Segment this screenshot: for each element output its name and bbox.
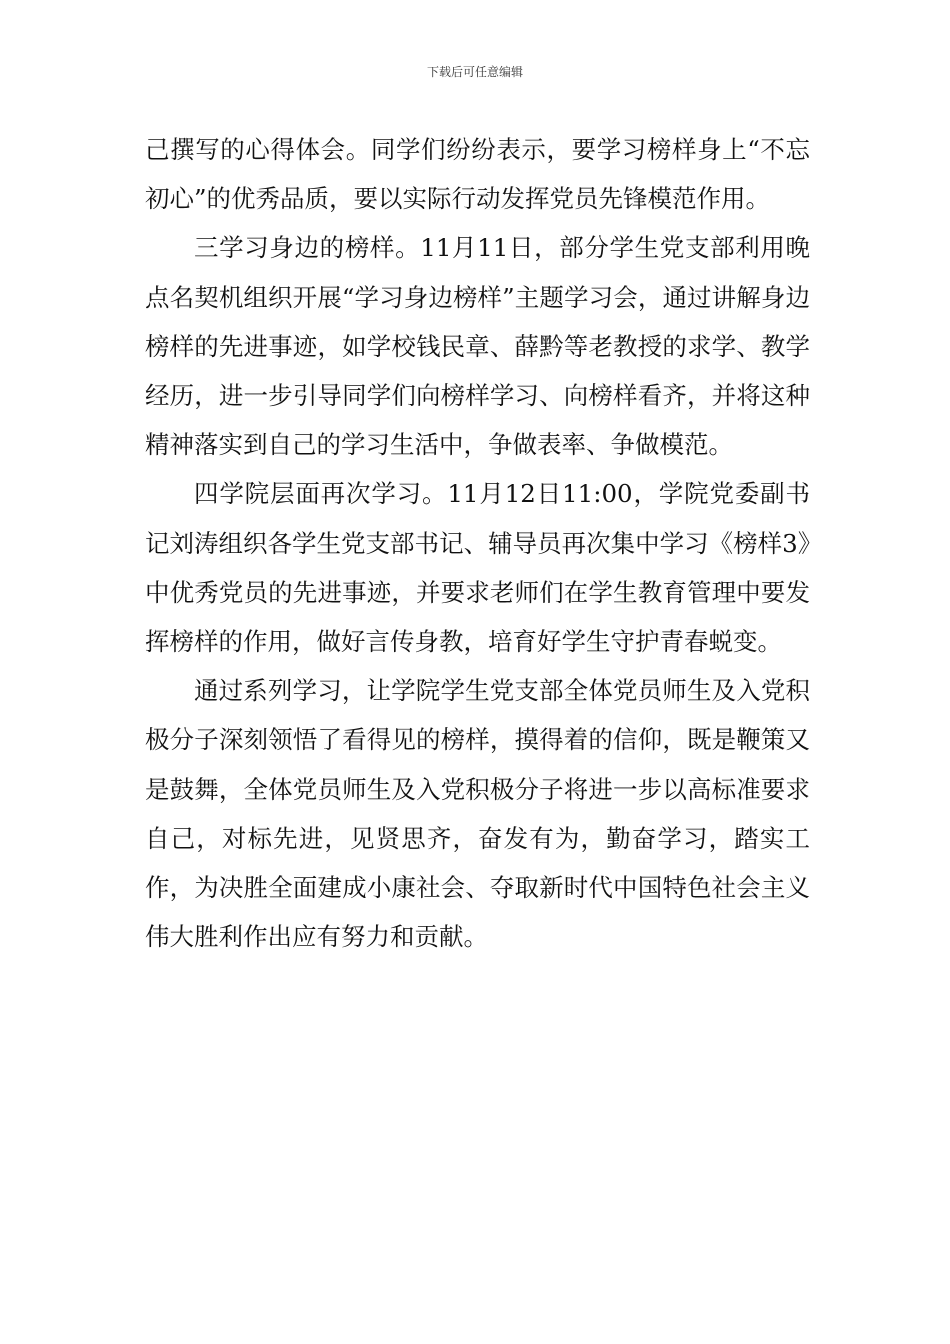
- paragraph-section-four: 四学院层面再次学习。11月12日11:00，学院党委副书记刘涛组织各学生党支部书记、辅导员再次集中学习《榜样3》中优秀党员的先进事迹，并要求老师们在学生教育管理中要发挥榜样的作用，做好言传身教，培育好学生守护青春蜕变。: [145, 479, 810, 657]
- paragraph-conclusion: 通过系列学习，让学院学生党支部全体党员师生及入党积极分子深刻领悟了看得见的榜样，摸得着的信仰，既是鞭策又是鼓舞，全体党员师生及入党积极分子将进一步以高标准要求自己，对标先进，见贤思齐，奋发有为，勤奋学习，踏实工作，为决胜全面建成小康社会、夺取新时代中国特色社会主义伟大胜利作出应有努力和贡献。: [145, 676, 810, 952]
- page-header: 下载后可任意编辑: [426, 65, 523, 79]
- paragraph-continuation: 己撰写的心得体会。同学们纷纷表示，要学习榜样身上“不忘初心”的优秀品质，要以实际行动发挥党员先锋模范作用。: [145, 135, 810, 214]
- document-body: [145, 125, 810, 961]
- paragraph-section-three: 三学习身边的榜样。11月11日，部分学生党支部利用晚点名契机组织开展“学习身边榜样”主题学习会，通过讲解身边榜样的先进事迹，如学校钱民章、薛黔等老教授的求学、教学经历，进一步引导同学们向榜样学习、向榜样看齐，并将这种精神落实到自己的学习生活中，争做表率、争做模范。: [145, 233, 810, 460]
